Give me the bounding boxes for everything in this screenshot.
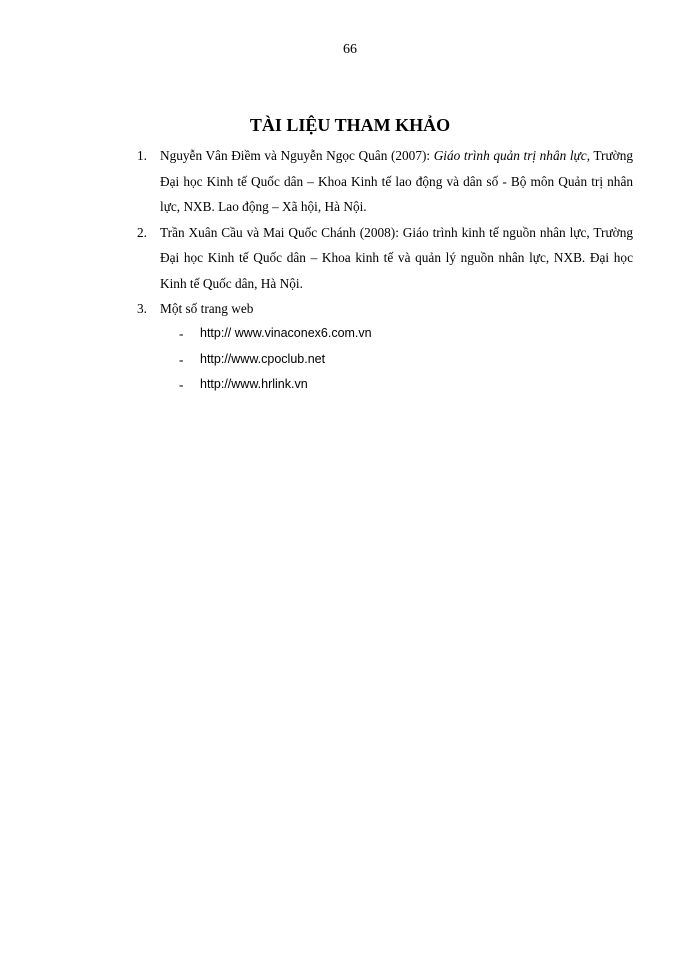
bullet-dash: - bbox=[179, 377, 184, 392]
website-item bbox=[179, 321, 675, 347]
reference-list bbox=[137, 143, 633, 322]
page-title: TÀI LIỆU THAM KHẢO bbox=[249, 115, 451, 135]
reference-number: 2. bbox=[137, 224, 147, 240]
website-item bbox=[179, 347, 675, 373]
website-list bbox=[137, 321, 675, 398]
website-item bbox=[179, 372, 675, 398]
reference-number: 1. bbox=[137, 148, 147, 163]
reference-item-2 bbox=[137, 220, 633, 297]
bullet-dash: - bbox=[179, 326, 184, 341]
reference-text bbox=[160, 143, 633, 220]
page-number: 66 bbox=[343, 42, 357, 57]
reference-item-3 bbox=[137, 296, 633, 322]
reference-text: Một số trang web bbox=[160, 301, 254, 316]
website-link[interactable]: http://www.hrlink.vn bbox=[200, 377, 308, 391]
reference-item-1 bbox=[137, 143, 633, 220]
website-link[interactable]: http:// www.vinaconex6.com.vn bbox=[200, 326, 372, 340]
reference-authors: Nguyễn Vân Điềm và Nguyễn Ngọc Quân (2007): bbox=[160, 148, 434, 163]
reference-publisher: , Trường Đại học Kinh tế Quốc dân – Khoa Kinh tế lao động và dân số - Bộ môn Quản trị nhân lực, NXB. Lao động – Xã hội, Hà Nội. bbox=[160, 148, 633, 214]
bullet-dash: - bbox=[179, 351, 184, 367]
reference-number: 3. bbox=[137, 301, 147, 316]
website-link[interactable]: http://www.cpoclub.net bbox=[200, 351, 326, 366]
reference-text: Trần Xuân Cầu và Mai Quốc Chánh (2008): Giáo trình kinh tế nguồn nhân lực, Trường Đại học Kinh tế Quốc dân – Khoa kinh tế và quản lý nguồn nhân lực, NXB. Đại học Kinh tế Quốc dân, Hà Nội. bbox=[160, 224, 633, 291]
reference-book-title: Giáo trình quản trị nhân lực bbox=[433, 148, 587, 163]
